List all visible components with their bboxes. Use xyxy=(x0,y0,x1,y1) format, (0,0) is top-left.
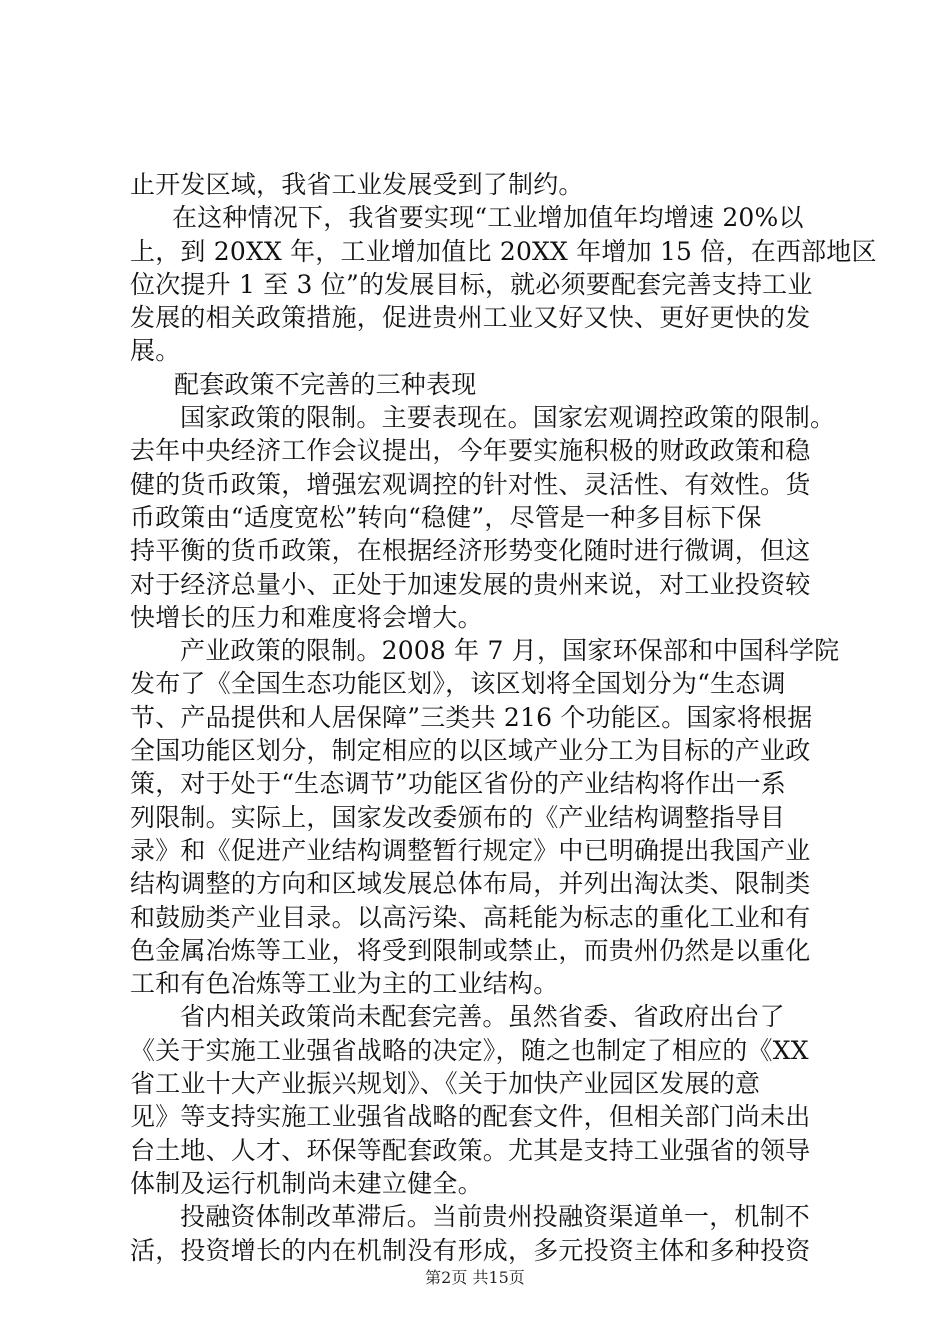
text-line: 节、产品提供和人居保障”三类共 216 个功能区。国家将根据 xyxy=(130,702,813,732)
text-line: 上，到 20XX 年，工业增加值比 20XX 年增加 15 倍，在西部地区 xyxy=(130,236,877,266)
text-line: 持平衡的货币政策，在根据经济形势变化随时进行微调，但这 xyxy=(130,536,811,566)
text-line: 见》等支持实施工业强省战略的配套文件，但相关部门尚未出 xyxy=(130,1102,811,1132)
text-line: 列限制。实际上，国家发改委颁布的《产业结构调整指导目 xyxy=(130,802,786,832)
text-line: 色金属冶炼等工业，将受到限制或禁止，而贵州仍然是以重化 xyxy=(130,935,811,965)
text-line: 位次提升 1 至 3 位”的发展目标，就必须要配套完善支持工业 xyxy=(130,269,813,299)
text-line: 发展的相关政策措施，促进贵州工业又好又快、更好更快的发 xyxy=(130,303,811,333)
paragraph-start: 省内相关政策尚未配套完善。虽然省委、省政府出台了 xyxy=(180,1002,785,1032)
section-heading: 配套政策不完善的三种表现 xyxy=(174,369,477,399)
text-line: 省工业十大产业振兴规划》、《关于加快产业园区发展的意 xyxy=(130,1069,761,1099)
text-line: 对于经济总量小、正处于加速发展的贵州来说，对工业投资较 xyxy=(130,569,811,599)
text-line: 展。 xyxy=(130,336,181,366)
text-line: 结构调整的方向和区域发展总体布局，并列出淘汰类、限制类 xyxy=(130,869,811,899)
text-line: 策，对于处于“生态调节”功能区省份的产业结构将作出一系 xyxy=(130,769,786,799)
text-line: 录》和《促进产业结构调整暂行规定》中已明确提出我国产业 xyxy=(130,835,811,865)
paragraph-start: 在这种情况下，我省要实现“工业增加值年均增速 20%以 xyxy=(172,203,804,233)
text-line: 发布了《全国生态功能区划》，该区划将全国划分为“生态调 xyxy=(130,669,786,699)
page-footer: 第2页 共15页 xyxy=(425,1268,525,1287)
text-line: 快增长的压力和难度将会增大。 xyxy=(130,602,483,632)
text-line: 活，投资增长的内在机制没有形成，多元投资主体和多种投资 xyxy=(130,1235,811,1265)
text-line: 台土地、人才、环保等配套政策。尤其是支持工业强省的领导 xyxy=(130,1135,811,1165)
body-text xyxy=(130,168,877,1267)
text-line: 全国功能区划分，制定相应的以区域产业分工为目标的产业政 xyxy=(130,736,811,766)
paragraph-start: 投融资体制改革滞后。当前贵州投融资渠道单一，机制不 xyxy=(180,1202,811,1232)
text-line: 体制及运行机制尚未建立健全。 xyxy=(130,1168,483,1198)
text-line: 去年中央经济工作会议提出，今年要实施积极的财政政策和稳 xyxy=(130,436,811,466)
text-line: 工和有色冶炼等工业为主的工业结构。 xyxy=(130,969,559,999)
text-line: 《关于实施工业强省战略的决定》，随之也制定了相应的《XX xyxy=(130,1035,809,1065)
text-line: 和鼓励类产业目录。以高污染、高耗能为标志的重化工业和有 xyxy=(130,902,811,932)
text-line: 币政策由“适度宽松”转向“稳健”，尽管是一种多目标下保 xyxy=(130,502,762,532)
text-line: 健的货币政策，增强宏观调控的针对性、灵活性、有效性。货 xyxy=(130,469,811,499)
text-line: 止开发区域，我省工业发展受到了制约。 xyxy=(130,170,584,199)
paragraph-start: 国家政策的限制。主要表现在。国家宏观调控政策的限制。 xyxy=(180,403,836,433)
paragraph-start: 产业政策的限制。2008 年 7 月，国家环保部和中国科学院 xyxy=(180,636,840,666)
